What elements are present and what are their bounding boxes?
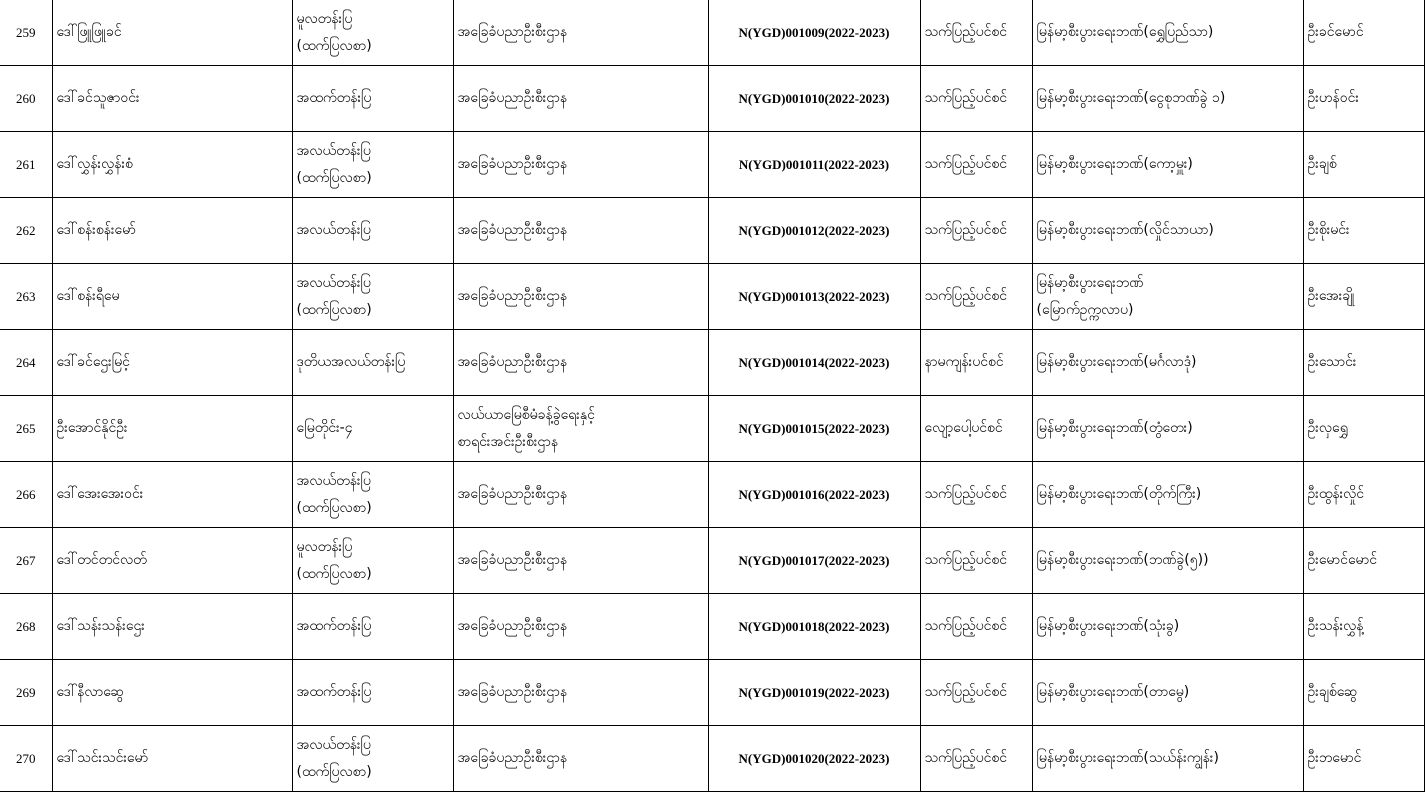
heir-name-cell: ဦးလှရွှေ xyxy=(1303,396,1424,462)
pension-type-cell: သက်ပြည့်ပင်စင် xyxy=(920,0,1032,66)
pension-code-cell: N(YGD)001009(2022-2023) xyxy=(708,0,920,66)
bank-branch-cell-line: မြန်မာ့စီးပွားရေးဘဏ်(လှိုင်သာယာ) xyxy=(1036,222,1214,238)
table-row xyxy=(0,264,1424,330)
rank-cell-line: မူလတန်းပြ xyxy=(296,10,353,27)
heir-name-cell: ဦးချစ် xyxy=(1303,132,1424,198)
bank-branch-cell xyxy=(1032,132,1303,198)
rank-cell xyxy=(292,462,453,528)
heir-name-cell: ဦးသန်းလွှန့် xyxy=(1303,594,1424,660)
name-cell: ဒေါ်တင်တင်လတ် xyxy=(52,528,292,594)
department-cell xyxy=(453,660,708,726)
bank-branch-cell xyxy=(1032,396,1303,462)
department-cell-line: အခြေခံပညာဦးစီးဌာန xyxy=(457,684,568,700)
name-cell: ဒေါ်ခင်သူဇာဝင်း xyxy=(52,66,292,132)
bank-branch-cell-line: မြန်မာ့စီးပွားရေးဘဏ်(ဘဏ်ခွဲ(၅)) xyxy=(1036,552,1209,568)
rank-cell-line: (ထက်ပြလစာ) xyxy=(296,169,372,186)
pension-type-cell: သက်ပြည့်ပင်စင် xyxy=(920,264,1032,330)
pension-type-cell: သက်ပြည့်ပင်စင် xyxy=(920,132,1032,198)
rank-cell-line: အလယ်တန်းပြ xyxy=(296,472,371,489)
rank-cell xyxy=(292,660,453,726)
heir-name-cell: ဦးအေးချို xyxy=(1303,264,1424,330)
table-row xyxy=(0,528,1424,594)
heir-name-cell: ဦးထွန်းလှိုင် xyxy=(1303,462,1424,528)
bank-branch-cell xyxy=(1032,528,1303,594)
rank-cell-line: မြေတိုင်း-၄ xyxy=(296,420,353,436)
heir-name-cell: ဦးသောင်း xyxy=(1303,330,1424,396)
bank-branch-cell-line: (မြောက်ဥက္ကလာပ) xyxy=(1036,301,1134,318)
table-row xyxy=(0,198,1424,264)
rank-cell-line: (ထက်ပြလစာ) xyxy=(296,499,372,516)
rank-cell xyxy=(292,0,453,66)
department-cell-line: လယ်ယာမြေစီမံခန့်ခွဲရေးနှင့် xyxy=(457,406,595,423)
pension-type-cell: သက်ပြည့်ပင်စင် xyxy=(920,594,1032,660)
pension-code-cell: N(YGD)001013(2022-2023) xyxy=(708,264,920,330)
bank-branch-cell-line: မြန်မာ့စီးပွားရေးဘဏ်(ငွေစုဘဏ်ခွဲ ၁) xyxy=(1036,90,1226,106)
department-cell-line: စာရင်းအင်းဦးစီးဌာန xyxy=(457,433,559,450)
department-cell xyxy=(453,330,708,396)
rank-cell xyxy=(292,594,453,660)
pension-type-cell: သက်ပြည့်ပင်စင် xyxy=(920,528,1032,594)
table-row xyxy=(0,132,1424,198)
rank-cell-line: ဒုတိယအလယ်တန်းပြ xyxy=(296,354,406,370)
department-cell-line: အခြေခံပညာဦးစီးဌာန xyxy=(457,24,568,40)
rank-cell-line: (ထက်ပြလစာ) xyxy=(296,565,372,582)
table-row xyxy=(0,462,1424,528)
department-cell-line: အခြေခံပညာဦးစီးဌာန xyxy=(457,90,568,106)
bank-branch-cell xyxy=(1032,198,1303,264)
rank-cell xyxy=(292,132,453,198)
bank-branch-cell xyxy=(1032,462,1303,528)
pension-type-cell: သက်ပြည့်ပင်စင် xyxy=(920,198,1032,264)
department-cell-line: အခြေခံပညာဦးစီးဌာန xyxy=(457,750,568,766)
pension-type-cell: သက်ပြည့်ပင်စင် xyxy=(920,462,1032,528)
bank-branch-cell-line: မြန်မာ့စီးပွားရေးဘဏ် xyxy=(1036,274,1144,291)
department-cell-line: အခြေခံပညာဦးစီးဌာန xyxy=(457,618,568,634)
bank-branch-cell xyxy=(1032,330,1303,396)
department-cell xyxy=(453,528,708,594)
bank-branch-cell-line: မြန်မာ့စီးပွားရေးဘဏ်(မင်္ဂလာဒုံ) xyxy=(1036,354,1197,370)
heir-name-cell: ဦးချစ်ဆွေ xyxy=(1303,660,1424,726)
name-cell: ဒေါ်စန်းစန်းမော် xyxy=(52,198,292,264)
row-number-cell: 259 xyxy=(0,0,52,66)
heir-name-cell: ဦးဘမောင် xyxy=(1303,726,1424,792)
bank-branch-cell-line: မြန်မာ့စီးပွားရေးဘဏ်(သုံးခွ) xyxy=(1036,618,1180,634)
heir-name-cell: ဦးဟန်ဝင်း xyxy=(1303,66,1424,132)
bank-branch-cell xyxy=(1032,264,1303,330)
row-number-cell: 270 xyxy=(0,726,52,792)
name-cell: ဒေါ်ဖြူဖြူခင် xyxy=(52,0,292,66)
pension-code-cell: N(YGD)001015(2022-2023) xyxy=(708,396,920,462)
table-row xyxy=(0,330,1424,396)
department-cell xyxy=(453,726,708,792)
rank-cell-line: အလယ်တန်းပြ xyxy=(296,222,371,238)
department-cell xyxy=(453,0,708,66)
rank-cell-line: အလယ်တန်းပြ xyxy=(296,736,371,753)
rank-cell xyxy=(292,66,453,132)
rank-cell-line: အထက်တန်းပြ xyxy=(296,618,372,634)
pension-code-cell: N(YGD)001012(2022-2023) xyxy=(708,198,920,264)
row-number-cell: 262 xyxy=(0,198,52,264)
rank-cell-line: အထက်တန်းပြ xyxy=(296,684,372,700)
name-cell: ဒေါ်သင်းသင်းမော် xyxy=(52,726,292,792)
row-number-cell: 261 xyxy=(0,132,52,198)
rank-cell-line: (ထက်ပြလစာ) xyxy=(296,301,372,318)
bank-branch-cell xyxy=(1032,594,1303,660)
department-cell-line: အခြေခံပညာဦးစီးဌာန xyxy=(457,486,568,502)
row-number-cell: 263 xyxy=(0,264,52,330)
name-cell: ဒေါ်ခင်ဌေးမြင့် xyxy=(52,330,292,396)
bank-branch-cell-line: မြန်မာ့စီးပွားရေးဘဏ်(သယ်န်းကျွန်း) xyxy=(1036,750,1219,766)
department-cell xyxy=(453,264,708,330)
bank-branch-cell-line: မြန်မာ့စီးပွားရေးဘဏ်(တာမွေ) xyxy=(1036,684,1190,700)
row-number-cell: 267 xyxy=(0,528,52,594)
rank-cell-line: (ထက်ပြလစာ) xyxy=(296,763,372,780)
rank-cell xyxy=(292,198,453,264)
row-number-cell: 269 xyxy=(0,660,52,726)
department-cell-line: အခြေခံပညာဦးစီးဌာန xyxy=(457,354,568,370)
department-cell-line: အခြေခံပညာဦးစီးဌာန xyxy=(457,222,568,238)
table-row xyxy=(0,396,1424,462)
name-cell: ဦးအောင်နိုင်ဦး xyxy=(52,396,292,462)
row-number-cell: 268 xyxy=(0,594,52,660)
department-cell-line: အခြေခံပညာဦးစီးဌာန xyxy=(457,156,568,172)
table-row xyxy=(0,594,1424,660)
name-cell: ဒေါ်လွှန်းလွှန်းစံ xyxy=(52,132,292,198)
bank-branch-cell xyxy=(1032,0,1303,66)
pension-type-cell: သက်ပြည့်ပင်စင် xyxy=(920,66,1032,132)
bank-branch-cell xyxy=(1032,726,1303,792)
pension-code-cell: N(YGD)001017(2022-2023) xyxy=(708,528,920,594)
department-cell xyxy=(453,594,708,660)
department-cell xyxy=(453,198,708,264)
bank-branch-cell-line: မြန်မာ့စီးပွားရေးဘဏ်(ကော့မှူး) xyxy=(1036,156,1193,172)
rank-cell xyxy=(292,528,453,594)
pension-code-cell: N(YGD)001010(2022-2023) xyxy=(708,66,920,132)
row-number-cell: 260 xyxy=(0,66,52,132)
department-cell-line: အခြေခံပညာဦးစီးဌာန xyxy=(457,288,568,304)
row-number-cell: 264 xyxy=(0,330,52,396)
row-number-cell: 266 xyxy=(0,462,52,528)
department-cell-line: အခြေခံပညာဦးစီးဌာန xyxy=(457,552,568,568)
pension-code-cell: N(YGD)001014(2022-2023) xyxy=(708,330,920,396)
rank-cell-line: မူလတန်းပြ xyxy=(296,538,353,555)
name-cell: ဒေါ်သန်းသန်းဌေး xyxy=(52,594,292,660)
bank-branch-cell-line: မြန်မာ့စီးပွားရေးဘဏ်(တိုက်ကြီး) xyxy=(1036,486,1202,502)
pension-code-cell: N(YGD)001019(2022-2023) xyxy=(708,660,920,726)
heir-name-cell: ဦးခင်မောင် xyxy=(1303,0,1424,66)
heir-name-cell: ဦးစိုးမင်း xyxy=(1303,198,1424,264)
rank-cell xyxy=(292,396,453,462)
bank-branch-cell-line: မြန်မာ့စီးပွားရေးဘဏ်(ရွှေပြည်သာ) xyxy=(1036,24,1214,40)
heir-name-cell: ဦးမောင်မောင် xyxy=(1303,528,1424,594)
table-row xyxy=(0,660,1424,726)
name-cell: ဒေါ်နီလာဆွေ xyxy=(52,660,292,726)
pension-code-cell: N(YGD)001020(2022-2023) xyxy=(708,726,920,792)
pension-code-cell: N(YGD)001018(2022-2023) xyxy=(708,594,920,660)
department-cell xyxy=(453,66,708,132)
rank-cell xyxy=(292,726,453,792)
rank-cell xyxy=(292,330,453,396)
table-row xyxy=(0,66,1424,132)
department-cell xyxy=(453,132,708,198)
pension-code-cell: N(YGD)001016(2022-2023) xyxy=(708,462,920,528)
bank-branch-cell xyxy=(1032,66,1303,132)
rank-cell-line: အထက်တန်းပြ xyxy=(296,90,372,106)
department-cell xyxy=(453,462,708,528)
rank-cell xyxy=(292,264,453,330)
rank-cell-line: အလယ်တန်းပြ xyxy=(296,142,371,159)
rank-cell-line: (ထက်ပြလစာ) xyxy=(296,37,372,54)
table-row xyxy=(0,726,1424,792)
pension-type-cell: သက်ပြည့်ပင်စင် xyxy=(920,660,1032,726)
row-number-cell: 265 xyxy=(0,396,52,462)
department-cell xyxy=(453,396,708,462)
name-cell: ဒေါ်အေးအေးဝင်း xyxy=(52,462,292,528)
pension-type-cell: လျော့ပေါ့ပင်စင် xyxy=(920,396,1032,462)
rank-cell-line: အလယ်တန်းပြ xyxy=(296,274,371,291)
name-cell: ဒေါ်စန်းရီမေ xyxy=(52,264,292,330)
bank-branch-cell xyxy=(1032,660,1303,726)
bank-branch-cell-line: မြန်မာ့စီးပွားရေးဘဏ်(တွံတေး) xyxy=(1036,420,1193,436)
table-row xyxy=(0,0,1424,66)
pension-code-cell: N(YGD)001011(2022-2023) xyxy=(708,132,920,198)
pension-type-cell: နာမကျန်းပင်စင် xyxy=(920,330,1032,396)
pension-type-cell: သက်ပြည့်ပင်စင် xyxy=(920,726,1032,792)
